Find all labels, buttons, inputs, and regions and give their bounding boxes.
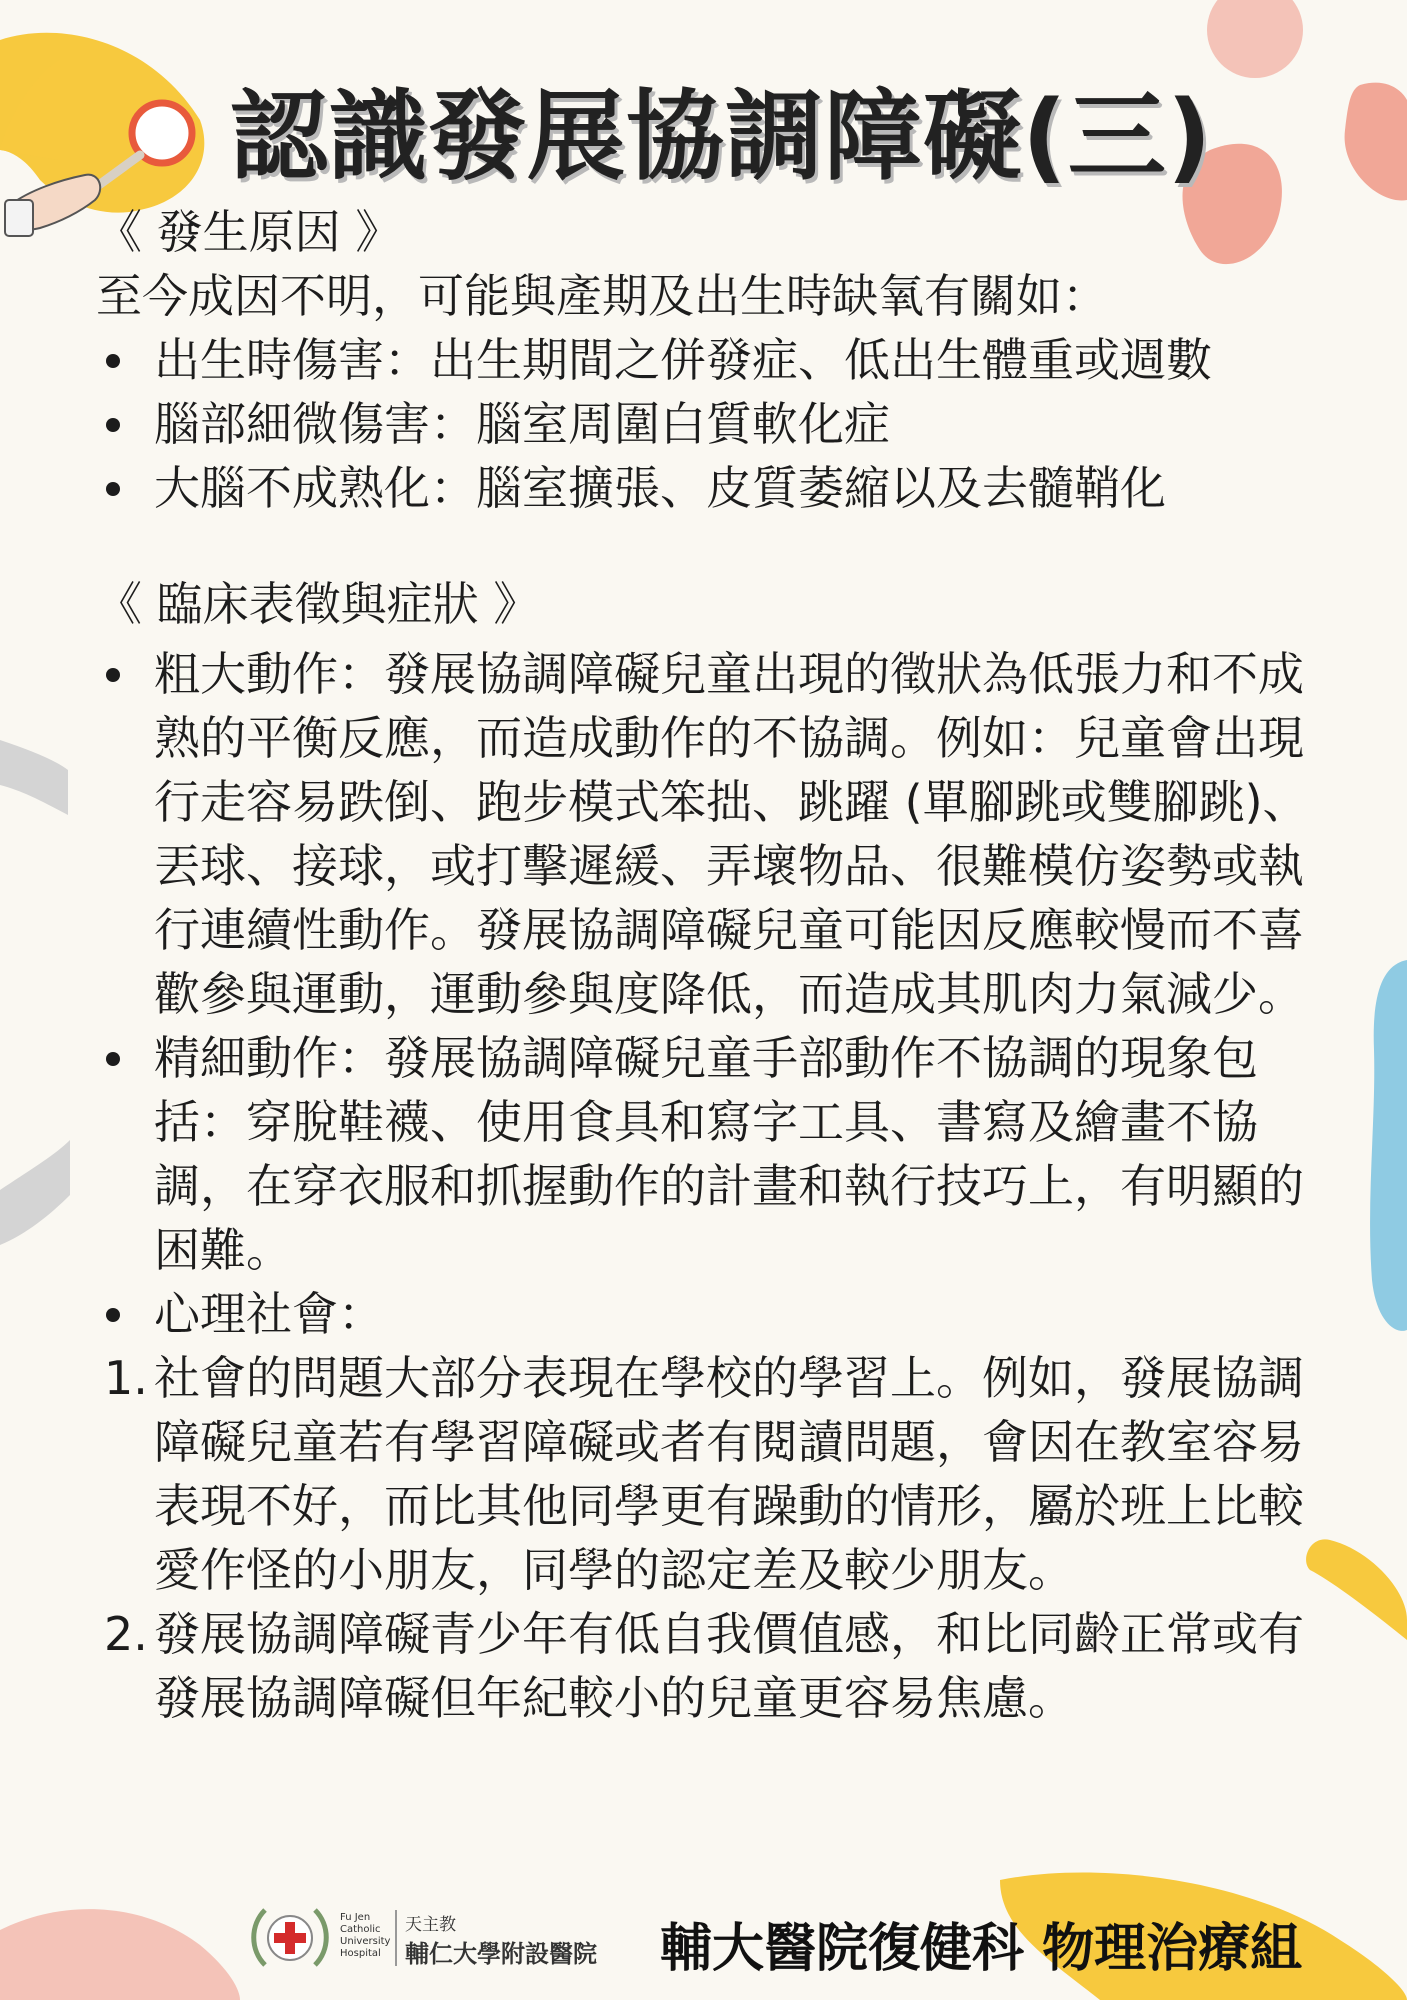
footer	[245, 1900, 1345, 1980]
numbered-item	[96, 1346, 1336, 1602]
logo-chinese-main: 輔仁大學附設醫院	[405, 1940, 597, 1968]
list-item: 心理社會：	[96, 1282, 1336, 1346]
list-item: 精細動作：發展協調障礙兒童手部動作不協調的現象包括：穿脫鞋襪、使用食具和寫字工具、書寫及繪畫不協調，在穿衣服和抓握動作的計畫和執行技巧上，有明顯的困難。	[96, 1026, 1336, 1282]
causes-list	[96, 328, 1336, 520]
page-title: 認識發展協調障礙(三)	[230, 80, 1213, 194]
item-text: 社會的問題大部分表現在學校的學習上。例如，發展協調障礙兒童若有學習障礙或者有閱讀問題，會因在教室容易表現不好，而比其他同學更有躁動的情形，屬於班上比較愛作怪的小朋友，同學的認定差及較少朋友。	[154, 1351, 1304, 1597]
list-item: 出生時傷害：出生期間之併發症、低出生體重或週數	[96, 328, 1336, 392]
gray-arc-left-1	[0, 740, 68, 815]
pink-blob-right-2	[1345, 83, 1407, 201]
pink-blob-top-right	[1207, 0, 1303, 78]
symptoms-list	[96, 642, 1336, 1346]
item-number: 1.	[104, 1351, 148, 1405]
social-numbered-list	[96, 1346, 1336, 1730]
causes-intro: 至今成因不明，可能與產期及出生時缺氧有關如：	[96, 269, 1108, 323]
symptoms-heading: 《 臨床表徵與症狀 》	[96, 577, 540, 631]
numbered-item	[96, 1602, 1336, 1730]
department-name: 輔大醫院復健科 物理治療組	[660, 1919, 1303, 1979]
list-item: 腦部細微傷害：腦室周圍白質軟化症	[96, 392, 1336, 456]
blue-blob-right	[1370, 960, 1407, 1331]
main-content	[96, 200, 1336, 1730]
hospital-logo-icon	[245, 1900, 335, 1980]
list-item: 粗大動作：發展協調障礙兒童出現的徵狀為低張力和不成熟的平衡反應，而造成動作的不協調。例如：兒童會出現行走容易跌倒、跑步模式笨拙、跳躍 (單腳跳或雙腳跳)、丟球、接球，或打擊遲緩、弄壞物品、很難模仿姿勢或執行連續性動作。發展協調障礙兒童可能因反應較慢而不喜歡參與運動，運動參與度降低，而造成其肌肉力氣減少。	[96, 642, 1336, 1026]
list-item: 大腦不成熟化：腦室擴張、皮質萎縮以及去髓鞘化	[96, 456, 1336, 520]
pink-blob-bottom-left	[0, 1909, 240, 2000]
gray-arc-left-2	[0, 1140, 70, 1245]
item-text: 發展協調障礙青少年有低自我價值感，和比同齡正常或有發展協調障礙但年紀較小的兒童更容易焦慮。	[154, 1607, 1304, 1725]
logo-divider	[395, 1910, 397, 1966]
causes-heading: 《 發生原因 》	[96, 205, 402, 259]
logo-english: Fu Jen Catholic University Hospital	[340, 1912, 391, 1959]
logo-chinese-top: 天主教	[405, 1915, 456, 1935]
item-number: 2.	[104, 1607, 148, 1661]
